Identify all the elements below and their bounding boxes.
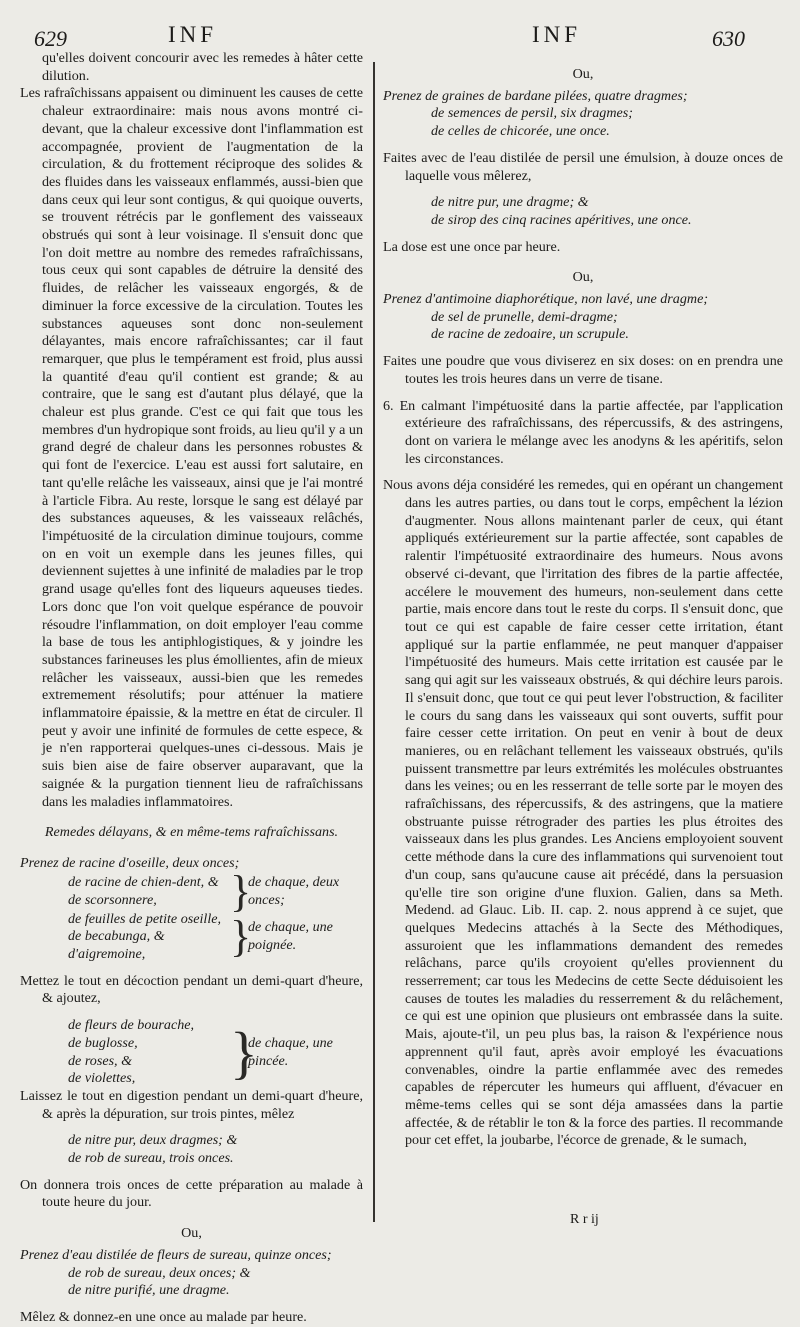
left-paragraph-4: Laissez le tout en digestion pendant un demi-quart d'heure, & après la dépuration, sur trois pintes, mêlez bbox=[20, 1087, 363, 1122]
left-paragraph-1: qu'elles doivent concourir avec les remedes à hâter cette dilution. bbox=[42, 50, 363, 84]
ingredient-group-3 bbox=[20, 1017, 363, 1088]
ingredient: de rob de sureau, deux onces; & bbox=[68, 1264, 251, 1281]
right-column bbox=[383, 62, 783, 1150]
recipe-lead: Prenez de graines de bardane pilées, quatre dragmes; bbox=[383, 87, 688, 104]
ingredient-group-2 bbox=[20, 911, 363, 964]
ingredient-group-1 bbox=[20, 866, 363, 916]
ingredient: de feuilles de petite oseille, bbox=[68, 910, 222, 927]
right-paragraph-3: Faites une poudre que vous diviserez en six doses: on en prendra une toutes les trois heures dans un verre de tisane. bbox=[383, 353, 783, 387]
ingredient: de racine de zedoaire, un scrupule. bbox=[431, 326, 629, 343]
group-quantity: de chaque, une pincée. bbox=[248, 1034, 333, 1069]
recipe-3-lead: Prenez d'eau distilée de fleurs de sureau, quinze onces; bbox=[20, 1246, 332, 1263]
ingredient: de becabunga, & bbox=[68, 928, 165, 945]
ingredient: de rob de sureau, trois onces. bbox=[68, 1150, 234, 1167]
group-quantity: de chaque, une poignée. bbox=[248, 919, 333, 954]
left-column bbox=[20, 50, 363, 1327]
signature-mark: R r ij bbox=[570, 1212, 599, 1227]
group-quantity: de chaque, deux onces; bbox=[248, 873, 340, 908]
ingredient: d'aigremoine, bbox=[68, 946, 146, 963]
ingredient: de sirop des cinq racines apéritives, une once. bbox=[431, 211, 692, 228]
left-page-number: 629 bbox=[34, 26, 67, 51]
ingredient: de celles de chicorée, une once. bbox=[431, 123, 610, 140]
left-paragraph-3: Mettez le tout en décoction pendant un demi-quart d'heure, & ajoutez, bbox=[20, 972, 363, 1007]
or-separator: Ou, bbox=[181, 1225, 202, 1242]
recipe-heading: Remedes délayans, & en même-tems rafraîchissans. bbox=[44, 824, 339, 841]
recipe-1-lead: Prenez de racine d'oseille, deux onces; bbox=[20, 854, 240, 871]
left-paragraph-5: On donnera trois onces de cette préparation au malade à toute heure du jour. bbox=[20, 1176, 363, 1211]
ingredient: de buglosse, bbox=[68, 1034, 138, 1051]
ingredient: de roses, & bbox=[68, 1052, 133, 1069]
ingredient: de sel de prunelle, demi-dragme; bbox=[431, 308, 618, 325]
right-paragraph-1: Faites avec de l'eau distilée de persil une émulsion, à douze onces de laquelle vous mêlerez, bbox=[383, 149, 783, 184]
ingredient: de nitre pur, une dragme; & bbox=[431, 194, 589, 211]
right-paragraph-2: La dose est une once par heure. bbox=[383, 238, 561, 255]
brace: } bbox=[230, 866, 252, 916]
right-running-head: INF bbox=[532, 22, 582, 47]
ingredient: de violettes, bbox=[68, 1070, 136, 1087]
or-separator: Ou, bbox=[572, 66, 594, 82]
right-page-number: 630 bbox=[712, 26, 745, 51]
ingredient: de nitre pur, deux dragmes; & bbox=[68, 1132, 238, 1149]
brace: } bbox=[230, 1019, 258, 1085]
or-separator: Ou, bbox=[572, 269, 594, 286]
ingredient: de scorsonnere, bbox=[68, 891, 157, 908]
ingredient: de semences de persil, six dragmes; bbox=[431, 105, 633, 122]
left-paragraph-6: Mêlez & donnez-en une once au malade par heure. bbox=[20, 1309, 307, 1325]
brace: } bbox=[230, 912, 252, 962]
left-paragraph-2: Les rafraîchissans appaisent ou diminuent les causes de cette chaleur extraordinaire: mais nous avons montré ci-devant, que la chaleur excessive dont l'inflammation est accompagnée, provient de l'augmentation de la circulation, & du frottement réciproque des solides & des fluides dans les vaisseaux enflammés, aussi-bien que dans ceux qui leur sont contigus, & qui quoique ouverts, se trouvent rétrécis par le gonflement des vaisseaux obstrués qui sont à leur voisinage. Il s'ensuit donc que l'on doit mettre au nombre des remedes rafraîchissans, tous ceux qui sont capables de détruire la densité des fluides, de relâcher les vaisseaux engorgés, & de diminuer la force excessive de la circulation. Toutes les substances aqueuses sont donc non-seulement délayantes, mais encore rafraîchissantes; car il faut remarquer, que plus le tempérament est froid, plus aussi la quantité d'eau qu'il contient est grande; & au contraire, que le sang est d'autant plus délayé, que la chaleur est plus grande. C'est ce qui fait que tous les membres d'un hydropique sont froids, au lieu qu'il y a un grand degré de chaleur dans les personnes robustes & qui font de l'exercice. L'eau est aussi fort salutaire, en tant qu'elle relâche les vaisseaux, ainsi que je l'ai montré à l'article Fibra. Au reste, lorsque le sang est délayé par des substances aqueuses, & les vaisseaux relâchés, l'impétuosité de la circulation diminue toujours, comme on en voit un exemple dans les jeunes filles, qui deviennent sujettes à une infinité de maladies par le trop grand usage qu'elles font des liqueurs aqueuses tiedes. Lors donc que l'on voit quelque espérance de pouvoir résoudre l'inflammation, on doit employer l'eau comme la base de tous les antiphlogistiques, & y joindre les substances farineuses les plus émollientes, afin de mieux relâcher les vaisseaux, aussi-bien que les remedes extremement résolutifs; pour atténuer la matiere inflammatoire épaissie, & la mettre en état de circuler. Il peut y avoir une infinité de formules de cette espece, & je n'en rapporterai quelques-unes ci-dessous. Mais je suis bien aise de faire observer auparavant, que la saignée & la purgation tiennent lieu de rafraîchissans dans les maladies inflammatoires. bbox=[20, 85, 363, 810]
numbered-point-6: 6. En calmant l'impétuosité dans la partie affectée, par l'application extérieure des rafraîchissans, des répercussifs, & des astringens, dont on variera le mélange avec les anodyns & les apéritifs, selon les circonstances. bbox=[383, 397, 783, 467]
ingredient: de nitre purifié, une dragme. bbox=[68, 1282, 230, 1299]
right-paragraph-5: Nous avons déja considéré les remedes, qui en opérant un changement dans les autres parties, ou dans tout le corps, empêchent la lézion d'augmenter. Nous allons maintenant parler de ceux, qui étant appliqués extérieurement sur la partie affectée, sont capables de ralentir l'impétuosité extraordinaire des humeurs. Nous avons observé ci-devant, que l'irritation des fibres de la partie affectée, accélere le mouvement des humeurs, non-seulement dans cette partie, mais encore dans tout le reste du corps. Il s'ensuit donc, que tout ce qui est capable de faire cesser cette irritation, étant appliqué sur la partie enflammée, ne peut manquer d'appaiser l'impétuosité des humeurs. Mais cette irritation est causée par le sang qui agit sur les vaisseaux obstrués, & qui déchire leurs parois. Il s'ensuit donc, que tout ce qui peut lever l'obstruction, & faciliter le cours du sang dans les vaisseaux qui sont ouverts, suffit pour faire cesser cette irritation. On peut en venir à bout de deux manieres, ou en relâchant tellement les vaisseaux obstrués, qu'ils puissent transmettre par leurs extrémités les molécules obstruantes dans les veines; ou en les resserrant de telle sorte par le moyen des rafraîchissans, des répercussifs, & des astringens, que la matiere obstruante puisse rétrograder des parties les plus étroites des vaisseaux dans les plus grandes. Les Anciens employoient souvent cette méthode dans la cure des inflammations qui survenoient tout d'un coup, sans qu'aucune cause ait précédé, dans la persuasion qu'elle tire son origine d'une fluxion. Galien, dans sa Meth. Medend. ad Glauc. Lib. II. cap. 2. nous apprend à ce sujet, que quelques Medecins attachés à la Secte des Méthodiques, assuroient que les inflammations demandent des remedes relâchans, parce qu'ils croyoient qu'elles proviennent du resserrement; car tous les Medecins de cette Secte déduisoient les causes de toutes les maladies du resserrement & du relâchement, ce qui est une opinion que plusieurs ont embrassée dans la suite. Mais, ajoute-t'il, un peu plus bas, la raison & l'expérience nous apprennent qu'il faut, après avoir employé les évacuations convenables, oindre la partie enflammée avec des remedes capables de répercuter les humeurs qui affluent, d'évacuer en même-tems celles qui se sont déja amassées dans la partie affectée, & de rétablir le ton & la force des parties. Il recommande pour cet effet, la joubarbe, l'écorce de grenade, & le sumach, bbox=[383, 477, 783, 1149]
left-running-head: INF bbox=[168, 22, 218, 47]
ingredient: de fleurs de bourache, bbox=[68, 1017, 195, 1034]
column-divider bbox=[373, 62, 375, 1222]
recipe-lead: Prenez d'antimoine diaphorétique, non lavé, une dragme; bbox=[383, 291, 709, 308]
ingredient: de racine de chien-dent, & bbox=[68, 873, 219, 890]
